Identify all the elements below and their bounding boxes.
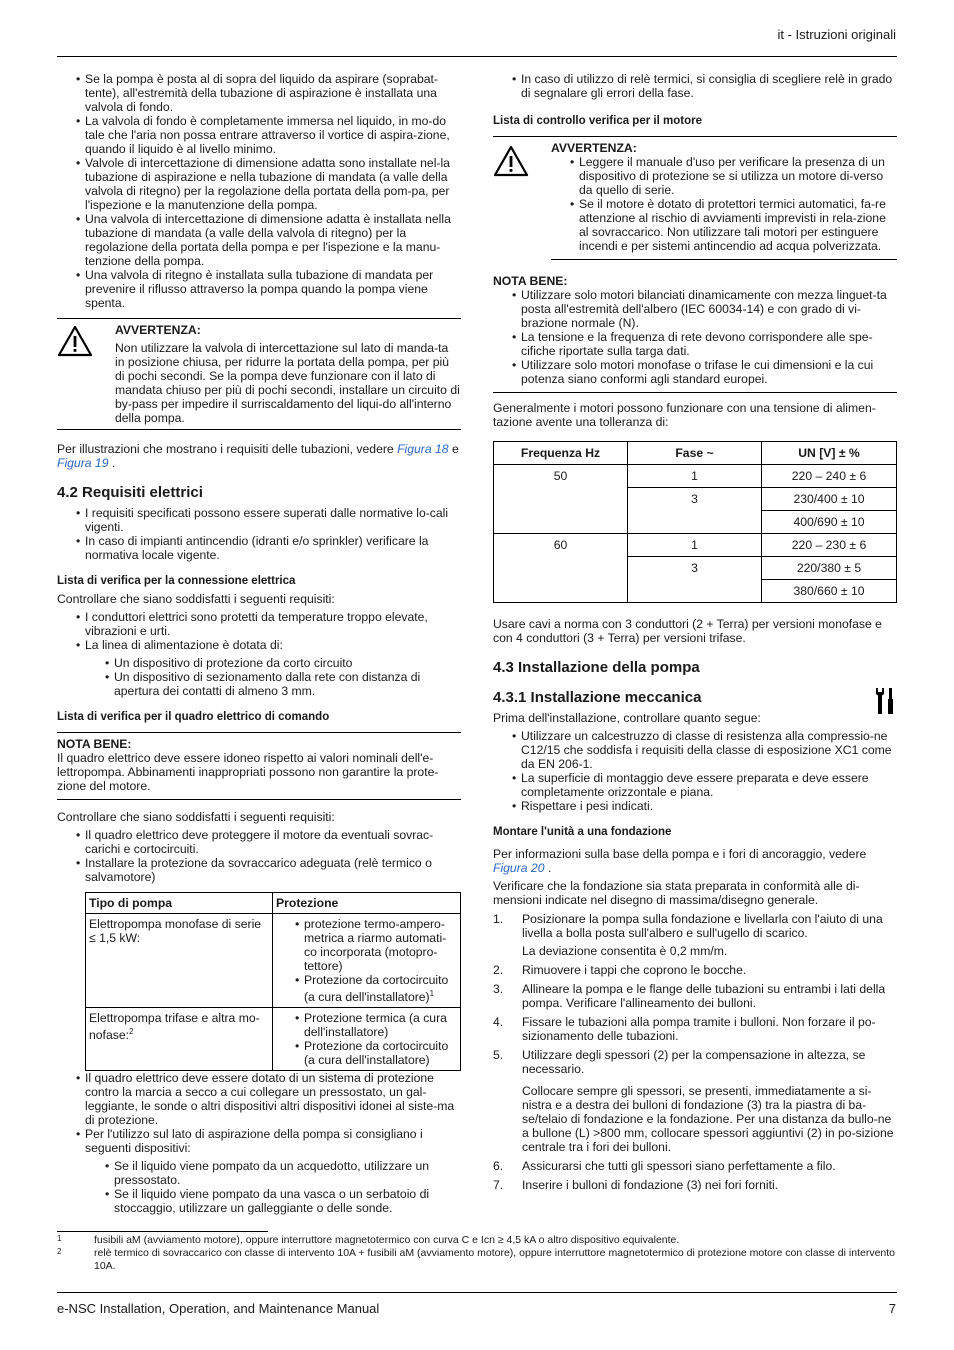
- note-box-panel: [57, 732, 461, 800]
- control-panel-checklist-title: Lista di verifica per il quadro elettrico di comando: [57, 711, 330, 723]
- column-header-phase: Fase ~: [628, 442, 762, 465]
- list-item: • Protezione da cortocircuito (a cura dell'installatore)$^1$: [304, 973, 457, 1004]
- header-divider: [57, 56, 897, 57]
- table-cell: [273, 1008, 461, 1071]
- table-header-row: [86, 893, 461, 914]
- table-cell: 1: [628, 534, 762, 557]
- electrical-bullet-list: [57, 506, 461, 562]
- list-item: • Se il liquido viene pompato da una vasca o un serbatoio di stoccaggio, utilizzare un galleggiante o delle sonde.: [114, 1187, 461, 1215]
- intro-bullet-list: [57, 72, 461, 310]
- footer-title: e-NSC Installation, Operation, and Maintenance Manual: [57, 1301, 380, 1316]
- table-cell: 220 – 240 ± 6: [762, 465, 897, 488]
- list-item: 2. Rimuovere i tappi che coprono le bocche.: [493, 963, 747, 977]
- panel-checklist-intro: Controllare che siano soddisfatti i seguenti requisiti:: [57, 810, 335, 824]
- list-item: • I conduttori elettrici sono protetti da temperature troppo elevate, vibrazioni e urti.: [85, 610, 461, 638]
- table-cell: Elettropompa trifase e altra mo-nofase:$^2$: [86, 1008, 273, 1071]
- protection-table: [85, 892, 461, 1071]
- cables-paragraph: Usare cavi a norma con 3 conduttori (2 + Terra) per versioni monofase e con 4 conduttori (3 + Terra) per versioni trifase.: [493, 617, 882, 645]
- figure-20-link[interactable]: Figura 20: [493, 861, 545, 875]
- list-item: • Il quadro elettrico deve proteggere il motore da eventuali sovrac-carichi e cortocircuiti.: [85, 828, 461, 856]
- devices-sublist: [57, 1159, 461, 1215]
- list-item: • Per l'utilizzo sul lato di aspirazione della pompa si consigliano i seguenti dispositivi:: [85, 1127, 461, 1155]
- list-item: 7. Inserire i bulloni di fondazione (3) nei fori forniti.: [493, 1178, 779, 1192]
- list-item: • Protezione da cortocircuito (a cura dell'installatore): [304, 1039, 457, 1067]
- illustrations-paragraph: Per illustrazioni che mostrano i requisiti delle tubazioni, vedere Figura 18 e Figura 19 .: [57, 442, 459, 470]
- table-cell: 400/690 ± 10: [762, 511, 897, 534]
- electrical-checklist: [57, 610, 461, 652]
- list-item: • Se il motore è dotato di protettori termici automatici, fa-re attenzione al rischio di avviamenti imprevisti in rela-zione al sovraccarico. Non utilizzare tali motori per estinguere incendi e per sistemi antincendio ad acqua polverizzata.: [579, 197, 897, 253]
- list-item: • Utilizzare un calcestruzzo di classe di resistenza alla compressio-ne C12/15 che soddisfa i requisiti della classe di esposizione XC1 come da EN 206-1.: [521, 729, 897, 771]
- note-box-motor: [493, 270, 897, 393]
- list-item: • Leggere il manuale d'uso per verificare la presenza di un dispositivo di protezione se si utilizza un motore di-verso da quello di serie.: [579, 155, 897, 197]
- figure-18-link[interactable]: Figura 18: [397, 442, 449, 456]
- list-item: • Rispettare i pesi indicati.: [521, 799, 897, 813]
- warning-box-valve: [57, 318, 461, 430]
- footnote-ref: 1: [429, 989, 435, 998]
- table-cell: 60: [494, 534, 628, 603]
- table-cell: 220 – 230 ± 6: [762, 534, 897, 557]
- table-cell: 50: [494, 465, 628, 534]
- mechanical-intro: Prima dell'installazione, controllare quanto segue:: [493, 711, 761, 725]
- table-cell: 380/660 ± 10: [762, 580, 897, 603]
- list-item: • La tensione e la frequenza di rete devono corrispondere alle spe-cifiche riportate sulla targa dati.: [521, 330, 897, 358]
- table-cell: 220/380 ± 5: [762, 557, 897, 580]
- table-cell: 1: [628, 465, 762, 488]
- list-item: • Se il liquido viene pompato da un acquedotto, utilizzare un pressostato.: [114, 1159, 461, 1187]
- table-cell: 3: [628, 488, 762, 534]
- list-item: • protezione termo-ampero-metrica a riarmo automati-co incorporata (motopro-tettore): [304, 917, 457, 973]
- panel-checklist: [57, 828, 461, 884]
- table-cell: [273, 914, 461, 1008]
- mechanical-install-block: [493, 689, 897, 707]
- list-item: • Una valvola di ritegno è installata sulla tubazione di mandata per prevenire il riflusso attraverso la pompa quando la pompa viene spenta.: [85, 268, 461, 310]
- column-header-frequency: Frequenza Hz: [494, 442, 628, 465]
- list-item: • Se la pompa è posta al di sopra del liquido da aspirare (soprabat-tente), all'estremità della tubazione di aspirazione è installata una valvola di fondo.: [85, 72, 461, 114]
- electrical-connection-checklist-title: Lista di verifica per la connessione elettrica: [57, 575, 296, 587]
- protection-table-wrapper: [85, 892, 461, 1071]
- foundation-steps: [493, 912, 897, 1192]
- column-header-voltage: UN [V] ± %: [762, 442, 897, 465]
- list-item: 3. Allineare la pompa e le flange delle tubazioni su entrambi i lati della pompa. Verificare l'allineamento dei bulloni.: [493, 982, 886, 1010]
- figure-19-link[interactable]: Figura 19: [57, 456, 109, 470]
- section-heading-4-3-1: 4.3.1 Installazione meccanica: [493, 689, 702, 706]
- footnote-divider: [57, 1231, 268, 1232]
- table-header-row: [494, 442, 897, 465]
- voltage-intro: Generalmente i motori possono funzionare con una tensione di alimen-tazione avente una tolleranza di:: [493, 401, 876, 429]
- footnote-ref: 2: [128, 1027, 134, 1037]
- column-header-protection: Protezione: [273, 893, 461, 914]
- list-item: • Utilizzare solo motori bilanciati dinamicamente con mezza linguet-ta posta all'estremità dell'albero (IEC 60034-14) e con grado di vi-brazione normale (N).: [521, 288, 897, 330]
- section-heading-4-2: 4.2 Requisiti elettrici: [57, 484, 203, 501]
- header-language: it - Istruzioni originali: [777, 27, 896, 42]
- footnote: 2 relè termico di sovraccarico con classe di intervento 10A + fusibili aM (avviamento motore), oppure interruttore magnetotermico di protezione motore con classe di intervento 10A.: [57, 1247, 896, 1272]
- footnote: 1 fusibili aM (avviamento motore), oppure interruttore magnetotermico con curva C e Icn ≥ 4,5 kA o altro dispositivo equivalente.: [57, 1234, 680, 1246]
- footnotes: [57, 1234, 897, 1273]
- note-title: NOTA BENE:: [57, 737, 132, 751]
- list-item: • Una valvola di intercettazione di dimensione adatta è installata nella tubazione di mandata (a valle della valvola di ritegno) per la regolazione della portata della pompa e per l'ispezione e la manu-tenzione della pompa.: [85, 212, 461, 268]
- table-cell: 3: [628, 557, 762, 603]
- table-row: [86, 1008, 461, 1071]
- tools-icon: [875, 687, 897, 715]
- list-item: • Il quadro elettrico deve essere dotato di un sistema di protezione contro la marcia a secco a cui collegare un pressostato, un gal-leggiante, le sonde o altri dispositivi altri dispositivi idonei al siste-ma di protezione.: [85, 1071, 461, 1127]
- table-row: [494, 465, 897, 488]
- list-item: • Protezione termica (a cura dell'installatore): [304, 1011, 457, 1039]
- list-item: 6. Assicurarsi che tutti gli spessori siano perfettamente a filo.: [493, 1159, 836, 1173]
- footer-divider: [57, 1292, 897, 1293]
- verify-paragraph: Verificare che la fondazione sia stata preparata in conformità alle di-mensioni indicate nel disegno di massima/disegno generale.: [493, 879, 860, 907]
- list-item: 4. Fissare le tubazioni alla pompa tramite i bulloni. Non forzare il po-sizionamento delle tubazioni.: [493, 1015, 876, 1043]
- note-bullet-list: [493, 288, 897, 386]
- list-item: • Un dispositivo di protezione da corto circuito: [114, 656, 461, 670]
- list-item: • I requisiti specificati possono essere superati dalle normative lo-cali vigenti.: [85, 506, 461, 534]
- foundation-title: Montare l'unità a una fondazione: [493, 826, 672, 838]
- warning-title: AVVERTENZA:: [115, 323, 201, 337]
- page-number: 7: [888, 1301, 896, 1316]
- list-item: 5. Utilizzare degli spessori (2) per la compensazione in altezza, se necessario. Collocare sempre gli spessori, se presenti, immediatamente a si-nistra e a destra dei bulloni di fondazione (3) tra la piastra di ba-se/telaio di fondazione e la fondazione. Per una distanza da bullo-ne a bullone (L) >800 mm, collocare spessori aggiuntivi (2) in po-sizione centrale tra i fori dei bulloni.: [493, 1048, 894, 1154]
- warning-title: AVVERTENZA:: [551, 141, 637, 155]
- power-line-sublist: [57, 656, 461, 698]
- list-item: 1. Posizionare la pompa sulla fondazione e livellarla con l'aiuto di una livella a bolla posta sull'albero e sull'ugello di scarico. La deviazione consentita è 0,2 mm/m.: [493, 912, 883, 958]
- list-item: • In caso di utilizzo di relè termici, si consiglia di scegliere relè in grado di segnalare gli errori della fase.: [521, 72, 897, 100]
- foundation-paragraph: Per informazioni sulla base della pompa e i fori di ancoraggio, vedere Figura 20 .: [493, 847, 867, 875]
- list-item: • La linea di alimentazione è dotata di:: [85, 638, 461, 652]
- dry-run-bullet-list: [57, 1071, 461, 1155]
- column-header-pump-type: Tipo di pompa: [86, 893, 273, 914]
- list-item: • Un dispositivo di sezionamento dalla rete con distanza di apertura dei contatti di almeno 3 mm.: [114, 670, 461, 698]
- list-item: • La valvola di fondo è completamente immersa nel liquido, in mo-do tale che l'aria non possa entrare attraverso il vortice di aspira-zione, quando il liquido è al livello minimo.: [85, 114, 461, 156]
- table-row: [86, 914, 461, 1008]
- warning-bullet-list: [551, 155, 897, 253]
- thermal-relay-bullet: [493, 72, 897, 100]
- list-item: • In caso di impianti antincendio (idranti e/o sprinkler) verificare la normativa locale vigente.: [85, 534, 461, 562]
- footnote-mark: 1: [57, 1234, 62, 1243]
- footnote-mark: 2: [57, 1247, 62, 1256]
- warning-triangle-icon: [57, 325, 93, 357]
- list-item: • La superficie di montaggio deve essere preparata e deve essere completamente orizzontale e piana.: [521, 771, 897, 799]
- table-row: [494, 534, 897, 557]
- list-item: • Utilizzare solo motori monofase o trifase le cui dimensioni e la cui potenza siano conformi agli standard europei.: [521, 358, 897, 386]
- list-item: • Valvole di intercettazione di dimensione adatta sono installate nel-la tubazione di aspirazione e nella tubazione di mandata (a valle della valvola di ritegno) per la regolazione della portata della pom-pa, per l'ispezione e la manutenzione della pompa.: [85, 156, 461, 212]
- checklist-intro: Controllare che siano soddisfatti i seguenti requisiti:: [57, 592, 335, 606]
- left-column: [57, 72, 461, 1215]
- note-text: Il quadro elettrico deve essere idoneo rispetto ai valori nominali dell'e-lettropompa. Abbinamenti inappropriati possono non garantire la prote-zione del motore.: [57, 751, 439, 793]
- section-heading-4-3: 4.3 Installazione della pompa: [493, 659, 700, 676]
- table-cell: 230/400 ± 10: [762, 488, 897, 511]
- motor-checklist-title: Lista di controllo verifica per il motore: [493, 115, 702, 127]
- mechanical-bullet-list: [493, 729, 897, 813]
- right-column: [493, 72, 897, 1192]
- voltage-tolerance-table: [493, 441, 897, 603]
- warning-text: Non utilizzare la valvola di intercettazione sul lato di manda-ta in posizione chiusa, per ridurre la portata della pompa, per più di pochi secondi. Se la pompa deve funzionare con il lato di mandata chiuso per più di pochi secondi, installare un circuito di by-pass per impedire il surriscaldamento del liqui-do all'interno della pompa.: [115, 341, 460, 425]
- warning-triangle-icon: [493, 145, 529, 177]
- table-cell: Elettropompa monofase di serie ≤ 1,5 kW:: [86, 914, 273, 1008]
- list-item: • Installare la protezione da sovraccarico adeguata (relè termico o salvamotore): [85, 856, 461, 884]
- warning-box-motor: [493, 136, 897, 260]
- note-title: NOTA BENE:: [493, 274, 568, 288]
